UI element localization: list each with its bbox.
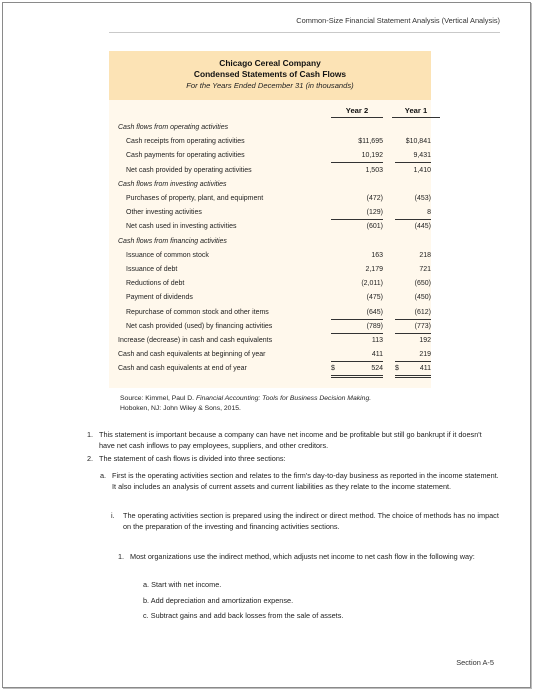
- year-1-value: [395, 321, 431, 334]
- year-2-value: [331, 150, 383, 163]
- list-marker: i.: [111, 511, 115, 520]
- cell-value: (773): [414, 322, 431, 330]
- statement-title: Condensed Statements of Cash Flows: [193, 69, 347, 79]
- cell-value: $10,841: [405, 138, 431, 146]
- table-row: [109, 165, 431, 179]
- outline-subitem-a: a. Start with net income.: [143, 580, 222, 589]
- year-1-value: [395, 292, 431, 304]
- list-marker: 2.: [87, 454, 94, 463]
- year-2-value: [331, 363, 383, 378]
- row-label: Cash payments for operating activities: [126, 152, 245, 160]
- cell-value: (472): [366, 195, 383, 202]
- page-footer-section: Section A-5: [456, 658, 494, 667]
- cell-value: 8: [427, 209, 431, 217]
- cash-flow-statement-panel: [109, 51, 431, 388]
- table-row: [109, 136, 431, 150]
- cell-value: 9,431: [413, 152, 431, 160]
- row-label: Other investing activities: [126, 209, 202, 217]
- outline-item-2: [87, 454, 499, 465]
- year-2-value: [331, 278, 383, 290]
- source-prefix: Source: Kimmel, Paul D.: [120, 395, 196, 402]
- cell-value: 721: [419, 266, 431, 273]
- year-2-value: [331, 250, 383, 262]
- table-row: [109, 335, 431, 349]
- source-citation: [120, 394, 371, 414]
- year-2-value: [331, 264, 383, 276]
- year-1-value: [395, 221, 431, 233]
- company-name: Chicago Cereal Company: [219, 58, 321, 68]
- year-2-value: [331, 349, 383, 362]
- row-label: Cash flows from investing activities: [118, 180, 227, 188]
- cell-value: 2,179: [365, 266, 383, 273]
- row-label: Cash flows from operating activities: [118, 124, 229, 131]
- cell-value: 10,192: [361, 152, 383, 160]
- year-2-value: [331, 207, 383, 220]
- outline-text: This statement is important because a company can have net income and be profitable but still go bankrupt if it doesn't have net cash inflows to pay employees, suppliers, and other creditors.: [99, 430, 482, 450]
- table-row: [109, 307, 431, 321]
- cell-value: 192: [419, 337, 431, 344]
- year-2-value: [331, 221, 383, 233]
- table-row: [109, 150, 431, 164]
- year-2-value: [331, 136, 383, 148]
- header-rule: [109, 32, 500, 33]
- row-label: Net cash provided (used) by financing activities: [126, 322, 273, 330]
- outline-subitem-c: c. Subtract gains and add back losses from the sale of assets.: [143, 611, 344, 620]
- outline-text: The statement of cash flows is divided into three sections:: [99, 454, 286, 463]
- statement-period: For the Years Ended December 31 (in thousands): [186, 81, 354, 90]
- table-row: [109, 264, 431, 278]
- year-2-value: [331, 321, 383, 334]
- year-1-value: [395, 335, 431, 347]
- cell-value: (645): [366, 308, 383, 316]
- outline-item-1: [87, 430, 499, 451]
- table-row: [109, 321, 431, 335]
- table-row: [109, 207, 431, 221]
- outline-text: First is the operating activities section and relates to the firm's day-to-day business as reported in the income statement. It also includes an analysis of current assets and current liabilities as they relate to the income statement.: [112, 471, 499, 491]
- row-label: Cash and cash equivalents at end of year: [118, 365, 247, 373]
- row-label: Issuance of debt: [126, 266, 178, 273]
- year-1-value: [395, 363, 431, 378]
- year-2-value: [331, 292, 383, 304]
- row-label: Cash flows from financing activities: [118, 237, 227, 245]
- year-2-value: [331, 165, 383, 177]
- table-row: [109, 122, 431, 136]
- cell-value: 1,410: [413, 166, 431, 174]
- cell-value: (612): [414, 308, 431, 316]
- cell-value: 219: [419, 351, 431, 359]
- row-label: Payment of dividends: [126, 294, 193, 302]
- cell-value: (2,011): [361, 280, 383, 288]
- document-page: [2, 2, 531, 688]
- table-row: [109, 193, 431, 207]
- cell-value: 411: [419, 365, 431, 373]
- source-publisher: Hoboken, NJ: John Wiley & Sons, 2015.: [120, 405, 241, 412]
- row-label: Cash receipts from operating activities: [126, 138, 245, 146]
- outline-item-2a-i-1: [118, 552, 499, 563]
- cell-value: 1,503: [365, 166, 383, 174]
- year-1-value: [395, 193, 431, 205]
- source-book-title: Financial Accounting: Tools for Business Decision Making.: [195, 395, 372, 402]
- cell-value: (789): [366, 322, 383, 330]
- year-1-value: [395, 207, 431, 220]
- cell-value: 163: [371, 251, 383, 259]
- cell-value: (475): [366, 294, 383, 302]
- cell-value: 113: [371, 337, 383, 344]
- cell-value: (650): [414, 280, 431, 288]
- cell-value: 411: [371, 351, 383, 359]
- year-1-value: [395, 278, 431, 290]
- table-row: [109, 363, 431, 377]
- cell-value: 218: [419, 251, 431, 259]
- cell-value: (129): [366, 209, 383, 217]
- column-header-year-1: Year 1: [392, 106, 440, 118]
- year-1-value: [395, 307, 431, 320]
- row-label: Purchases of property, plant, and equipment: [126, 195, 264, 202]
- row-label: Issuance of common stock: [126, 251, 209, 259]
- table-row: [109, 349, 431, 363]
- cell-value: (450): [414, 294, 431, 302]
- list-marker: 1.: [87, 430, 94, 439]
- cell-value: (601): [366, 223, 383, 231]
- year-2-value: [331, 335, 383, 347]
- year-1-value: [395, 349, 431, 362]
- outline-subitem-b: b. Add depreciation and amortization expense.: [143, 596, 294, 605]
- list-marker: a.: [100, 471, 107, 480]
- currency-symbol: $: [331, 365, 335, 373]
- table-row: [109, 250, 431, 264]
- table-row: [109, 221, 431, 235]
- year-1-value: [395, 250, 431, 262]
- year-1-value: [395, 165, 431, 177]
- cell-value: 524: [371, 365, 383, 373]
- currency-symbol: $: [395, 365, 399, 373]
- table-row: [109, 292, 431, 306]
- row-label: Reductions of debt: [126, 280, 185, 288]
- running-header: Common-Size Financial Statement Analysis (Vertical Analysis): [296, 16, 500, 25]
- table-row: [109, 278, 431, 292]
- outline-text: Most organizations use the indirect method, which adjusts net income to net cash flow in the following way:: [130, 552, 475, 561]
- table-row: [109, 236, 431, 250]
- year-1-value: [395, 136, 431, 148]
- year-1-value: [395, 150, 431, 163]
- row-label: Increase (decrease) in cash and cash equivalents: [118, 337, 273, 344]
- outline-item-2a-i: [111, 511, 499, 532]
- row-label: Repurchase of common stock and other items: [126, 308, 269, 316]
- outline-item-2a: [100, 471, 499, 492]
- list-marker: 1.: [118, 552, 125, 561]
- row-label: Net cash provided by operating activities: [126, 166, 252, 174]
- column-header-year-2: Year 2: [331, 106, 383, 118]
- year-1-value: [395, 264, 431, 276]
- cell-value: (445): [414, 223, 431, 231]
- table-row: [109, 179, 431, 193]
- outline-text: The operating activities section is prepared using the indirect or direct method. The choice of methods has no impact on the preparation of the investing and financing activities sections.: [123, 511, 499, 531]
- row-label: Cash and cash equivalents at beginning of year: [118, 351, 266, 359]
- cell-value: $11,695: [358, 138, 383, 146]
- row-label: Net cash used in investing activities: [126, 223, 237, 231]
- year-2-value: [331, 307, 383, 320]
- cell-value: (453): [414, 195, 431, 202]
- year-2-value: [331, 193, 383, 205]
